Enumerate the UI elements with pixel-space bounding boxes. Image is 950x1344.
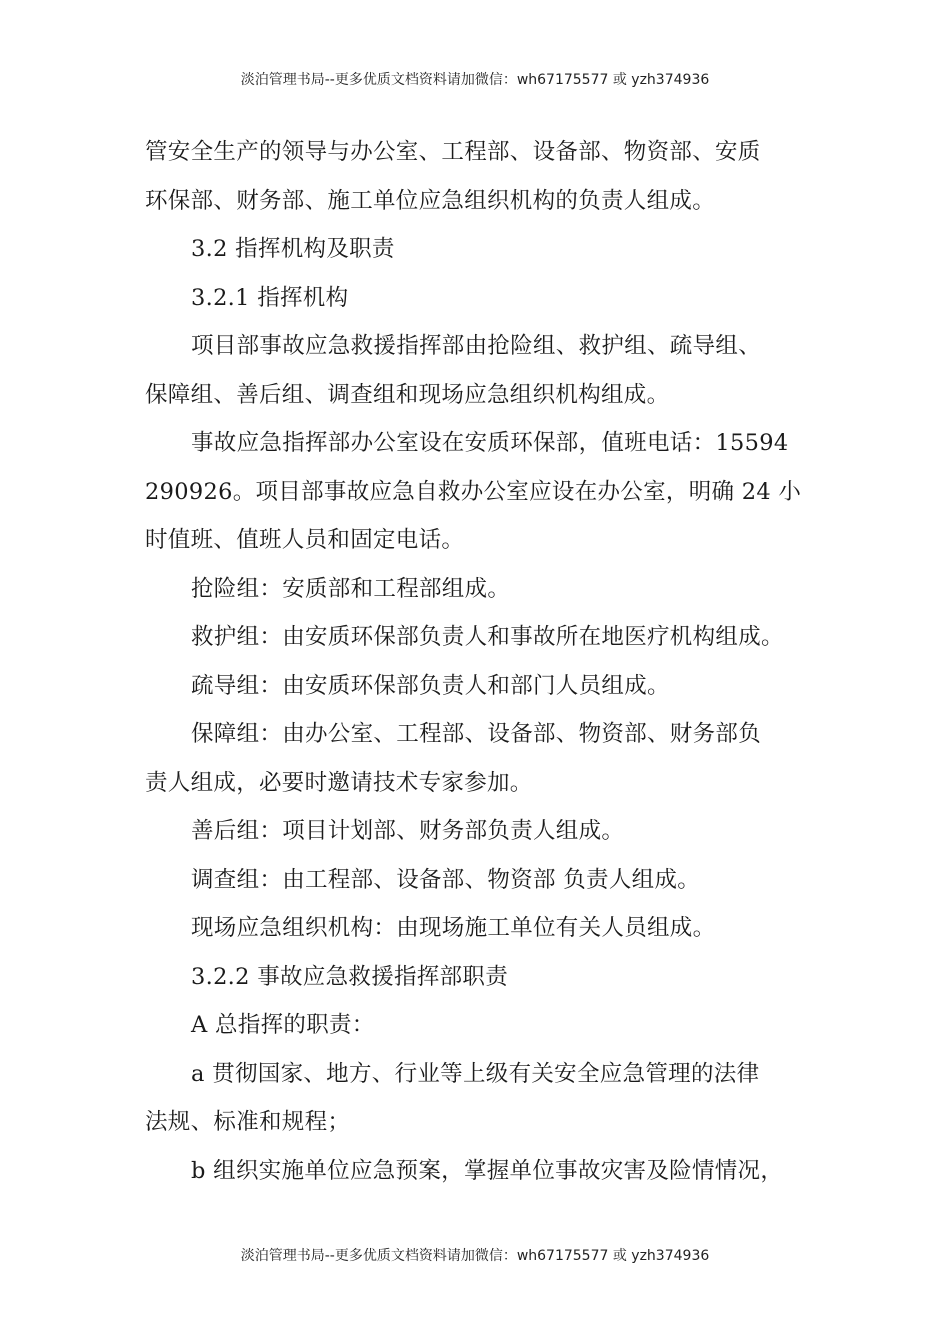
paragraph-line: 环保部、财务部、施工单位应急组织机构的负责人组成。 bbox=[145, 187, 716, 214]
paragraph-line: A 总指挥的职责： bbox=[191, 1012, 375, 1038]
paragraph-line: 疏导组：由安质环保部负责人和部门人员组成。 bbox=[191, 672, 670, 699]
paragraph-line: 抢险组：安质部和工程部组成。 bbox=[191, 575, 511, 602]
subsection-heading: 3.2.1 指挥机构 bbox=[191, 284, 349, 311]
paragraph-line: 290926。项目部事故应急自救办公室应设在办公室，明确 24 小 bbox=[145, 478, 802, 505]
subsection-heading: 3.2.2 事故应急救援指挥部职责 bbox=[191, 963, 509, 990]
paragraph-line: 善后组：项目计划部、财务部负责人组成。 bbox=[191, 818, 625, 844]
paragraph-line: 责人组成，必要时邀请技术专家参加。 bbox=[145, 769, 533, 796]
document-body bbox=[145, 128, 825, 1195]
page-header-watermark: 淡泊管理书局--更多优质文档资料请加微信：wh67175577 或 yzh374936 bbox=[240, 72, 710, 88]
paragraph-line: b 组织实施单位应急预案，掌握单位事故灾害及险情情况， bbox=[191, 1157, 784, 1184]
paragraph-line: 保障组：由办公室、工程部、设备部、物资部、财务部负 bbox=[191, 721, 762, 747]
paragraph-line: 管安全生产的领导与办公室、工程部、设备部、物资部、安质 bbox=[145, 139, 761, 165]
paragraph-line: 救护组：由安质环保部负责人和事故所在地医疗机构组成。 bbox=[191, 624, 784, 650]
paragraph-line: 调查组：由工程部、设备部、物资部 负责人组成。 bbox=[191, 866, 701, 893]
paragraph-line: 保障组、善后组、调查组和现场应急组织机构组成。 bbox=[145, 381, 670, 408]
paragraph-line: 项目部事故应急救援指挥部由抢险组、救护组、疏导组、 bbox=[191, 333, 762, 359]
section-heading: 3.2 指挥机构及职责 bbox=[191, 236, 395, 262]
paragraph-line: 时值班、值班人员和固定电话。 bbox=[145, 527, 465, 553]
paragraph-line: 法规、标准和规程； bbox=[145, 1109, 351, 1135]
paragraph-line: a 贯彻国家、地方、行业等上级有关安全应急管理的法律 bbox=[191, 1060, 760, 1087]
paragraph-line: 现场应急组织机构：由现场施工单位有关人员组成。 bbox=[191, 915, 716, 941]
page-footer-watermark: 淡泊管理书局--更多优质文档资料请加微信：wh67175577 或 yzh374936 bbox=[240, 1248, 710, 1264]
paragraph-line: 事故应急指挥部办公室设在安质环保部，值班电话：15594 bbox=[191, 430, 789, 456]
